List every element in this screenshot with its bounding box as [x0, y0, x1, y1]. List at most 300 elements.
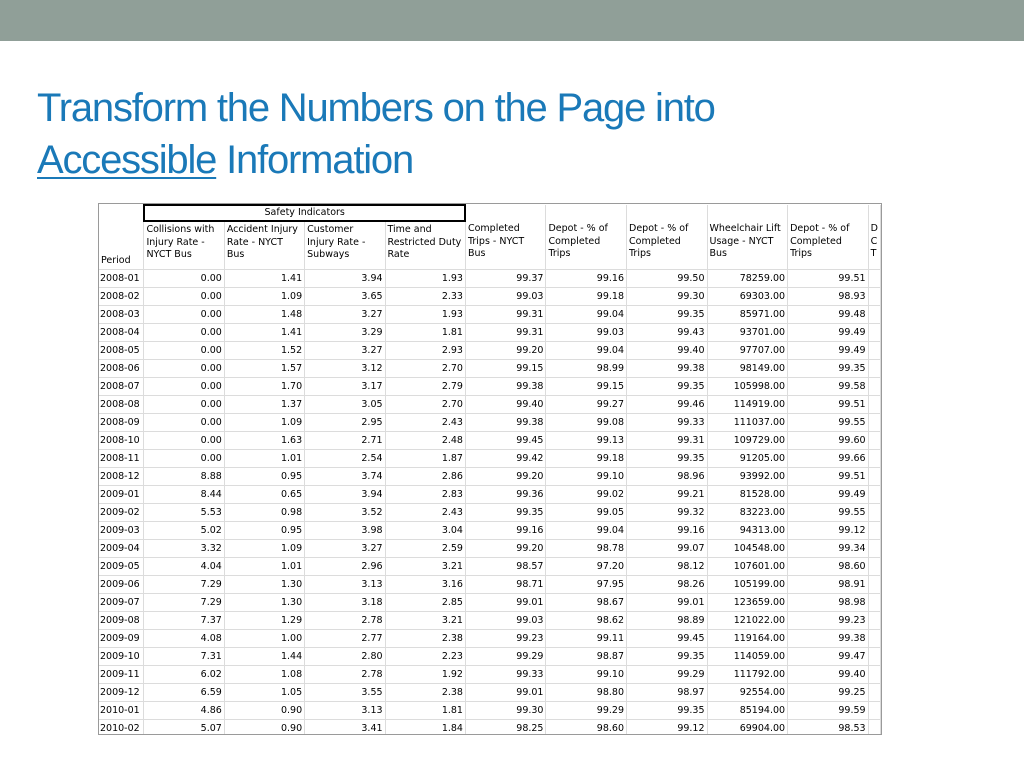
value-cell: 99.50	[627, 270, 708, 288]
value-cell: 3.04	[385, 522, 465, 540]
value-cell: 3.13	[305, 576, 385, 594]
period-cell: 2010-02	[99, 720, 144, 736]
value-cell: 98.60	[546, 720, 627, 736]
period-cell: 2010-01	[99, 702, 144, 720]
value-cell: 99.59	[788, 702, 869, 720]
value-cell: 0.00	[144, 432, 224, 450]
value-cell: 99.23	[788, 612, 869, 630]
value-cell: 105998.00	[707, 378, 788, 396]
table-row	[99, 468, 881, 486]
value-cell: 0.00	[144, 342, 224, 360]
period-cell: 2009-03	[99, 522, 144, 540]
spreadsheet-image	[98, 203, 882, 735]
truncated-cell	[868, 468, 880, 486]
value-cell: 0.00	[144, 396, 224, 414]
value-cell: 99.40	[465, 396, 546, 414]
value-cell: 97.20	[546, 558, 627, 576]
period-cell: 2008-08	[99, 396, 144, 414]
value-cell: 99.01	[627, 594, 708, 612]
value-cell: 7.29	[144, 576, 224, 594]
value-cell: 3.17	[305, 378, 385, 396]
value-cell: 98.97	[627, 684, 708, 702]
period-cell: 2009-10	[99, 648, 144, 666]
value-cell: 99.49	[788, 324, 869, 342]
value-cell: 2.43	[385, 504, 465, 522]
value-cell: 99.45	[627, 630, 708, 648]
value-cell: 8.44	[144, 486, 224, 504]
value-cell: 1.41	[224, 270, 304, 288]
truncated-cell	[868, 558, 880, 576]
value-cell: 99.15	[546, 378, 627, 396]
truncated-cell	[868, 432, 880, 450]
value-cell: 114919.00	[707, 396, 788, 414]
table-row	[99, 630, 881, 648]
value-cell: 98.12	[627, 558, 708, 576]
value-cell: 99.05	[546, 504, 627, 522]
value-cell: 99.01	[465, 684, 546, 702]
value-cell: 3.27	[305, 306, 385, 324]
table-row	[99, 306, 881, 324]
value-cell: 99.35	[627, 648, 708, 666]
value-cell: 99.35	[788, 360, 869, 378]
value-cell: 1.09	[224, 414, 304, 432]
value-cell: 3.65	[305, 288, 385, 306]
value-cell: 98.67	[546, 594, 627, 612]
value-cell: 99.49	[788, 486, 869, 504]
value-cell: 0.65	[224, 486, 304, 504]
value-cell: 99.10	[546, 666, 627, 684]
period-cell: 2008-04	[99, 324, 144, 342]
column-header: Accident Injury Rate - NYCT Bus	[224, 221, 304, 270]
table-row	[99, 342, 881, 360]
value-cell: 8.88	[144, 468, 224, 486]
table-row	[99, 720, 881, 736]
value-cell: 3.55	[305, 684, 385, 702]
value-cell: 98.26	[627, 576, 708, 594]
value-cell: 104548.00	[707, 540, 788, 558]
value-cell: 105199.00	[707, 576, 788, 594]
value-cell: 6.59	[144, 684, 224, 702]
value-cell: 81528.00	[707, 486, 788, 504]
value-cell: 1.30	[224, 576, 304, 594]
value-cell: 99.51	[788, 270, 869, 288]
value-cell: 99.15	[465, 360, 546, 378]
value-cell: 99.42	[465, 450, 546, 468]
table-row	[99, 378, 881, 396]
period-cell: 2008-02	[99, 288, 144, 306]
value-cell: 0.00	[144, 360, 224, 378]
value-cell: 2.70	[385, 360, 465, 378]
value-cell: 85971.00	[707, 306, 788, 324]
truncated-cell	[868, 360, 880, 378]
value-cell: 99.29	[546, 702, 627, 720]
value-cell: 99.02	[546, 486, 627, 504]
value-cell: 99.18	[546, 450, 627, 468]
value-cell: 1.81	[385, 702, 465, 720]
value-cell: 2.59	[385, 540, 465, 558]
table-row	[99, 504, 881, 522]
value-cell: 94313.00	[707, 522, 788, 540]
value-cell: 99.18	[546, 288, 627, 306]
value-cell: 7.31	[144, 648, 224, 666]
value-cell: 99.16	[465, 522, 546, 540]
value-cell: 2.83	[385, 486, 465, 504]
value-cell: 99.04	[546, 342, 627, 360]
value-cell: 97.95	[546, 576, 627, 594]
value-cell: 3.29	[305, 324, 385, 342]
value-cell: 99.11	[546, 630, 627, 648]
table-row	[99, 324, 881, 342]
truncated-cell	[868, 630, 880, 648]
truncated-cell	[868, 378, 880, 396]
value-cell: 121022.00	[707, 612, 788, 630]
value-cell: 4.08	[144, 630, 224, 648]
value-cell: 0.90	[224, 702, 304, 720]
value-cell: 98149.00	[707, 360, 788, 378]
value-cell: 1.08	[224, 666, 304, 684]
value-cell: 99.35	[627, 306, 708, 324]
value-cell: 99.30	[627, 288, 708, 306]
column-header: Time and Restricted Duty Rate	[385, 221, 465, 270]
value-cell: 2.70	[385, 396, 465, 414]
value-cell: 119164.00	[707, 630, 788, 648]
value-cell: 0.95	[224, 522, 304, 540]
value-cell: 99.45	[465, 432, 546, 450]
table-row	[99, 576, 881, 594]
period-cell: 2008-03	[99, 306, 144, 324]
value-cell: 98.62	[546, 612, 627, 630]
value-cell: 3.32	[144, 540, 224, 558]
value-cell: 98.93	[788, 288, 869, 306]
value-cell: 5.53	[144, 504, 224, 522]
value-cell: 91205.00	[707, 450, 788, 468]
value-cell: 109729.00	[707, 432, 788, 450]
value-cell: 99.38	[465, 378, 546, 396]
value-cell: 99.01	[465, 594, 546, 612]
truncated-cell	[868, 270, 880, 288]
period-cell: 2009-09	[99, 630, 144, 648]
value-cell: 99.23	[465, 630, 546, 648]
value-cell: 99.20	[465, 468, 546, 486]
value-cell: 99.29	[465, 648, 546, 666]
value-cell: 1.09	[224, 540, 304, 558]
value-cell: 111037.00	[707, 414, 788, 432]
title-line-2	[37, 134, 937, 186]
value-cell: 99.29	[627, 666, 708, 684]
value-cell: 99.51	[788, 468, 869, 486]
title-rest: Information	[216, 138, 414, 182]
value-cell: 123659.00	[707, 594, 788, 612]
table-row	[99, 558, 881, 576]
value-cell: 99.20	[465, 342, 546, 360]
value-cell: 99.35	[627, 450, 708, 468]
truncated-cell	[868, 342, 880, 360]
value-cell: 99.03	[465, 612, 546, 630]
value-cell: 98.53	[788, 720, 869, 736]
truncated-cell	[868, 720, 880, 736]
truncated-cell	[868, 414, 880, 432]
group-header-safety: Safety Indicators	[144, 205, 466, 221]
column-header: D C T	[868, 221, 880, 270]
value-cell: 1.81	[385, 324, 465, 342]
value-cell: 114059.00	[707, 648, 788, 666]
value-cell: 1.70	[224, 378, 304, 396]
value-cell: 2.86	[385, 468, 465, 486]
value-cell: 2.48	[385, 432, 465, 450]
accessible-link[interactable]: Accessible	[37, 138, 217, 182]
value-cell: 0.00	[144, 414, 224, 432]
period-cell: 2008-11	[99, 450, 144, 468]
value-cell: 3.52	[305, 504, 385, 522]
period-cell: 2009-06	[99, 576, 144, 594]
value-cell: 2.38	[385, 630, 465, 648]
period-cell: 2009-11	[99, 666, 144, 684]
value-cell: 0.00	[144, 324, 224, 342]
value-cell: 99.38	[465, 414, 546, 432]
value-cell: 99.16	[546, 270, 627, 288]
value-cell: 98.78	[546, 540, 627, 558]
truncated-cell	[868, 522, 880, 540]
value-cell: 1.92	[385, 666, 465, 684]
value-cell: 97707.00	[707, 342, 788, 360]
value-cell: 2.77	[305, 630, 385, 648]
truncated-cell	[868, 612, 880, 630]
value-cell: 2.43	[385, 414, 465, 432]
value-cell: 1.29	[224, 612, 304, 630]
value-cell: 3.94	[305, 270, 385, 288]
period-cell: 2008-07	[99, 378, 144, 396]
truncated-cell	[868, 306, 880, 324]
value-cell: 99.60	[788, 432, 869, 450]
value-cell: 1.01	[224, 450, 304, 468]
value-cell: 99.08	[546, 414, 627, 432]
table-row	[99, 666, 881, 684]
value-cell: 99.31	[627, 432, 708, 450]
value-cell: 98.80	[546, 684, 627, 702]
value-cell: 0.00	[144, 270, 224, 288]
value-cell: 0.00	[144, 450, 224, 468]
truncated-cell	[868, 486, 880, 504]
value-cell: 98.57	[465, 558, 546, 576]
value-cell: 99.25	[788, 684, 869, 702]
table-row	[99, 270, 881, 288]
truncated-cell	[868, 684, 880, 702]
value-cell: 78259.00	[707, 270, 788, 288]
value-cell: 1.01	[224, 558, 304, 576]
value-cell: 1.93	[385, 306, 465, 324]
value-cell: 99.31	[465, 306, 546, 324]
value-cell: 3.94	[305, 486, 385, 504]
value-cell: 99.21	[627, 486, 708, 504]
period-cell: 2008-10	[99, 432, 144, 450]
value-cell: 1.63	[224, 432, 304, 450]
value-cell: 98.99	[546, 360, 627, 378]
value-cell: 1.30	[224, 594, 304, 612]
value-cell: 93992.00	[707, 468, 788, 486]
value-cell: 0.00	[144, 378, 224, 396]
value-cell: 98.71	[465, 576, 546, 594]
table-row	[99, 360, 881, 378]
value-cell: 99.66	[788, 450, 869, 468]
value-cell: 3.27	[305, 540, 385, 558]
value-cell: 1.41	[224, 324, 304, 342]
column-header-row	[99, 221, 881, 270]
value-cell: 0.00	[144, 306, 224, 324]
value-cell: 2.96	[305, 558, 385, 576]
value-cell: 99.20	[465, 540, 546, 558]
value-cell: 99.12	[788, 522, 869, 540]
value-cell: 2.78	[305, 666, 385, 684]
period-cell: 2008-12	[99, 468, 144, 486]
period-cell: 2009-04	[99, 540, 144, 558]
value-cell: 99.55	[788, 504, 869, 522]
truncated-cell	[868, 288, 880, 306]
value-cell: 99.49	[788, 342, 869, 360]
value-cell: 3.12	[305, 360, 385, 378]
value-cell: 5.02	[144, 522, 224, 540]
value-cell: 99.33	[465, 666, 546, 684]
value-cell: 99.43	[627, 324, 708, 342]
column-header: Customer Injury Rate - Subways	[305, 221, 385, 270]
value-cell: 99.58	[788, 378, 869, 396]
value-cell: 98.91	[788, 576, 869, 594]
value-cell: 99.04	[546, 522, 627, 540]
value-cell: 3.21	[385, 612, 465, 630]
safety-indicators-table	[99, 204, 881, 735]
value-cell: 1.57	[224, 360, 304, 378]
table-row	[99, 414, 881, 432]
value-cell: 1.05	[224, 684, 304, 702]
period-cell: 2009-01	[99, 486, 144, 504]
value-cell: 99.35	[465, 504, 546, 522]
value-cell: 3.16	[385, 576, 465, 594]
value-cell: 7.37	[144, 612, 224, 630]
value-cell: 3.27	[305, 342, 385, 360]
truncated-cell	[868, 594, 880, 612]
value-cell: 99.40	[627, 342, 708, 360]
value-cell: 99.47	[788, 648, 869, 666]
table-row	[99, 702, 881, 720]
period-cell: 2009-12	[99, 684, 144, 702]
value-cell: 1.48	[224, 306, 304, 324]
value-cell: 0.98	[224, 504, 304, 522]
value-cell: 69904.00	[707, 720, 788, 736]
value-cell: 98.60	[788, 558, 869, 576]
value-cell: 3.41	[305, 720, 385, 736]
value-cell: 0.95	[224, 468, 304, 486]
value-cell: 98.96	[627, 468, 708, 486]
truncated-cell	[868, 666, 880, 684]
value-cell: 1.84	[385, 720, 465, 736]
table-row	[99, 288, 881, 306]
value-cell: 2.38	[385, 684, 465, 702]
value-cell: 98.89	[627, 612, 708, 630]
period-cell: 2009-05	[99, 558, 144, 576]
value-cell: 98.98	[788, 594, 869, 612]
value-cell: 85194.00	[707, 702, 788, 720]
value-cell: 99.12	[627, 720, 708, 736]
value-cell: 99.34	[788, 540, 869, 558]
value-cell: 1.44	[224, 648, 304, 666]
value-cell: 2.23	[385, 648, 465, 666]
value-cell: 83223.00	[707, 504, 788, 522]
value-cell: 99.33	[627, 414, 708, 432]
value-cell: 3.21	[385, 558, 465, 576]
value-cell: 2.54	[305, 450, 385, 468]
value-cell: 7.29	[144, 594, 224, 612]
value-cell: 1.37	[224, 396, 304, 414]
table-row	[99, 396, 881, 414]
value-cell: 99.35	[627, 378, 708, 396]
value-cell: 99.40	[788, 666, 869, 684]
column-header: Wheelchair Lift Usage - NYCT Bus	[707, 221, 788, 270]
value-cell: 3.13	[305, 702, 385, 720]
value-cell: 99.48	[788, 306, 869, 324]
value-cell: 99.27	[546, 396, 627, 414]
value-cell: 5.07	[144, 720, 224, 736]
value-cell: 99.30	[465, 702, 546, 720]
value-cell: 2.85	[385, 594, 465, 612]
value-cell: 0.00	[144, 288, 224, 306]
top-color-band	[0, 0, 1024, 41]
column-header: Completed Trips - NYCT Bus	[465, 221, 546, 270]
truncated-cell	[868, 504, 880, 522]
truncated-cell	[868, 540, 880, 558]
period-cell: 2008-09	[99, 414, 144, 432]
value-cell: 93701.00	[707, 324, 788, 342]
value-cell: 99.10	[546, 468, 627, 486]
table-row	[99, 540, 881, 558]
value-cell: 2.93	[385, 342, 465, 360]
value-cell: 0.90	[224, 720, 304, 736]
value-cell: 99.38	[627, 360, 708, 378]
value-cell: 99.46	[627, 396, 708, 414]
value-cell: 2.33	[385, 288, 465, 306]
period-cell: 2008-05	[99, 342, 144, 360]
value-cell: 99.04	[546, 306, 627, 324]
table-row	[99, 486, 881, 504]
value-cell: 111792.00	[707, 666, 788, 684]
table-row	[99, 450, 881, 468]
value-cell: 1.09	[224, 288, 304, 306]
value-cell: 1.87	[385, 450, 465, 468]
value-cell: 2.80	[305, 648, 385, 666]
value-cell: 1.93	[385, 270, 465, 288]
slide-title	[37, 82, 937, 186]
truncated-cell	[868, 576, 880, 594]
value-cell: 2.95	[305, 414, 385, 432]
value-cell: 4.04	[144, 558, 224, 576]
value-cell: 3.05	[305, 396, 385, 414]
value-cell: 107601.00	[707, 558, 788, 576]
value-cell: 99.07	[627, 540, 708, 558]
value-cell: 2.78	[305, 612, 385, 630]
value-cell: 99.51	[788, 396, 869, 414]
value-cell: 99.32	[627, 504, 708, 522]
period-cell: 2008-01	[99, 270, 144, 288]
truncated-cell	[868, 450, 880, 468]
period-cell: 2008-06	[99, 360, 144, 378]
value-cell: 99.55	[788, 414, 869, 432]
value-cell: 99.13	[546, 432, 627, 450]
value-cell: 1.00	[224, 630, 304, 648]
value-cell: 92554.00	[707, 684, 788, 702]
value-cell: 6.02	[144, 666, 224, 684]
column-header: Depot - % of Completed Trips	[546, 221, 627, 270]
table-row	[99, 432, 881, 450]
column-header: Depot - % of Completed Trips	[788, 221, 869, 270]
value-cell: 3.74	[305, 468, 385, 486]
